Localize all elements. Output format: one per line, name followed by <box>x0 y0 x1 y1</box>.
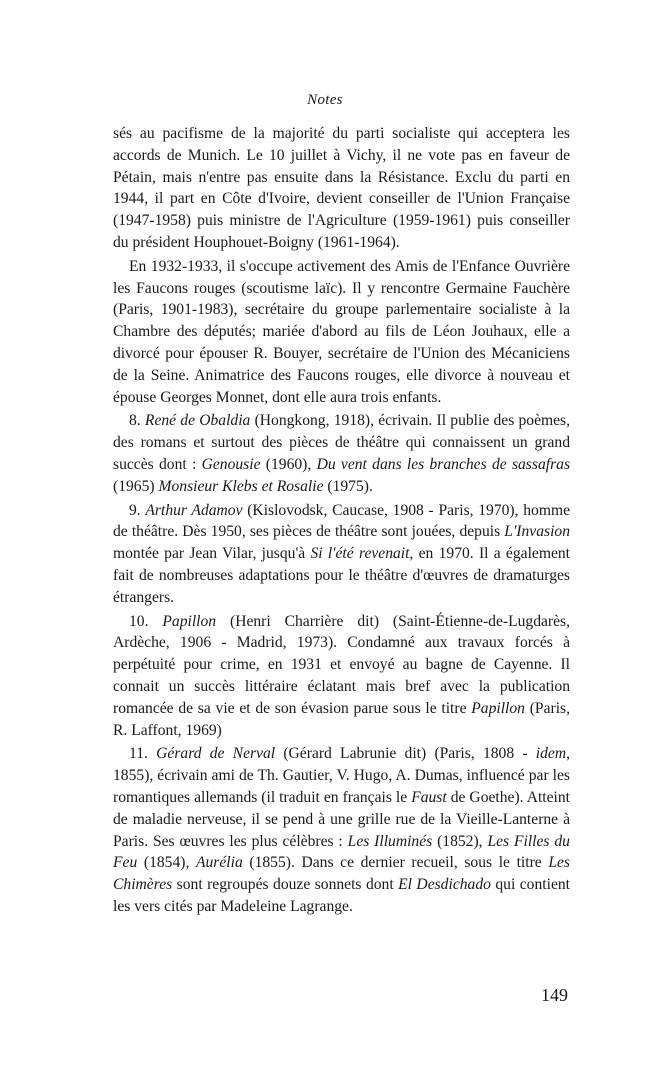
page-number: 149 <box>541 985 568 1005</box>
italic-text: L'Invasion <box>504 523 570 541</box>
text-run: sés au pacifisme de la majorité du parti socialiste qui acceptera les accords de Munich. Le 10 juillet à Vichy, il ne vote pas en faveur de Pétain, mais n'entre pas ensuite dans la Résistance. Exclu du parti en 1944, il part en Côte d'Ivoire, devient conseiller de l'Union Française (1947-1958) puis ministre de l'Agriculture (1959-1961) puis conseiller du président Houphouet-Boigny (1961-1964). <box>113 125 570 251</box>
note-paragraph <box>113 410 570 497</box>
text-run: (Hongkong, 1918), écrivain. Il publie des poèmes, des romans et surtout des pièces de théâtre qui connaissent un grand succès dont : <box>113 412 571 473</box>
text-run: 8. <box>129 412 145 430</box>
notes-body <box>113 123 570 920</box>
text-run: , 1855), écrivain ami de Th. Gautier, V. Hugo, A. Dumas, influencé par les romantiques allemands (il traduit en français le <box>113 745 571 806</box>
italic-text: El Desdichado <box>398 876 491 894</box>
note-paragraph <box>113 123 570 254</box>
text-run: (Kislovodsk, Caucase, 1908 - Paris, 1970), homme de théâtre. Dès 1950, ses pièces de théâtre sont jouées, depuis <box>113 501 571 541</box>
text-run: (1855). Dans ce dernier recueil, sous le titre <box>242 854 549 872</box>
text-run: , en 1970. Il a également fait de nombreuses adaptations pour le théâtre d'œuvres de dramaturges étrangers. <box>113 545 570 606</box>
italic-text: Genousie <box>201 455 261 473</box>
italic-text: Faust <box>411 788 447 806</box>
text-run: (1854), <box>137 854 196 872</box>
text-run: de Goethe). Atteint de maladie nerveuse, il se pend à une grille rue de la Vieille-Lanterne à Paris. Ses œuvres les plus célèbres : <box>113 788 571 850</box>
italic-text: Papillon <box>471 699 525 717</box>
note-paragraph <box>113 256 570 409</box>
italic-text: René de Obaldia <box>144 412 251 430</box>
italic-text: Les Illuminés <box>347 832 433 850</box>
italic-text: Gérard de Nerval <box>156 745 276 763</box>
text-run: (Paris, R. Laffont, 1969) <box>113 699 570 739</box>
text-run: sont regroupés douze sonnets dont <box>172 876 399 894</box>
text-run: 11. <box>129 745 157 763</box>
text-run: qui contient les vers cités par Madeleine Lagrange. <box>113 876 570 915</box>
text-run: En 1932-1933, il s'occupe activement des Amis de l'Enfance Ouvrière les Faucons rouges (scoutisme laïc). Il y rencontre Germaine Fauchère (Paris, 1901-1983), secrétaire du groupe parlementaire socialiste à la Chambre des députés; mariée d'abord au fils de Léon Jouhaux, elle a divorcé pour épouser R. Bouyer, secrétaire de l'Union des Mécaniciens de la Seine. Animatrice des Faucons rouges, elle divorce à nouveau et épouse Georges Monnet, dont elle aura trois enfants. <box>113 257 570 406</box>
italic-text: Papillon <box>162 612 217 630</box>
text-run: 10. <box>129 612 163 630</box>
italic-text: Si l'été revenait <box>310 545 410 563</box>
note-paragraph <box>113 500 570 609</box>
text-run: (Henri Charrière dit) (Saint-Étienne-de-Lugdarès, Ardèche, 1906 - Madrid, 1973). Condamné aux travaux forcés à perpétuité pour crime, en 1931 et envoyé au bagne de Cayenne. Il connait un succès littéraire éclatant mais bref avec la publication romancée de sa vie et de son évasion parue sous le titre <box>113 612 570 717</box>
note-paragraph <box>113 743 570 917</box>
italic-text: Monsieur Klebs et Rosalie <box>158 477 324 495</box>
italic-text: Du vent dans les branches de sassafras <box>316 455 571 473</box>
text-run: 9. <box>129 501 146 519</box>
italic-text: Arthur Adamov <box>145 501 243 519</box>
running-head: Notes <box>307 92 343 108</box>
note-paragraph <box>113 611 570 742</box>
text-run: montée par Jean Vilar, jusqu'à <box>113 545 311 563</box>
italic-text: Les Chimères <box>113 854 570 894</box>
italic-text: Aurélia <box>195 854 243 872</box>
text-run: (1965) <box>113 477 159 495</box>
italic-text: idem <box>535 745 567 763</box>
text-run: (1975). <box>323 477 373 495</box>
text-run: (Gérard Labrunie dit) (Paris, 1808 - <box>275 745 536 763</box>
italic-text: Les Filles du Feu <box>113 832 570 872</box>
text-run: (1960), <box>260 455 317 473</box>
text-run: (1852), <box>432 832 488 850</box>
